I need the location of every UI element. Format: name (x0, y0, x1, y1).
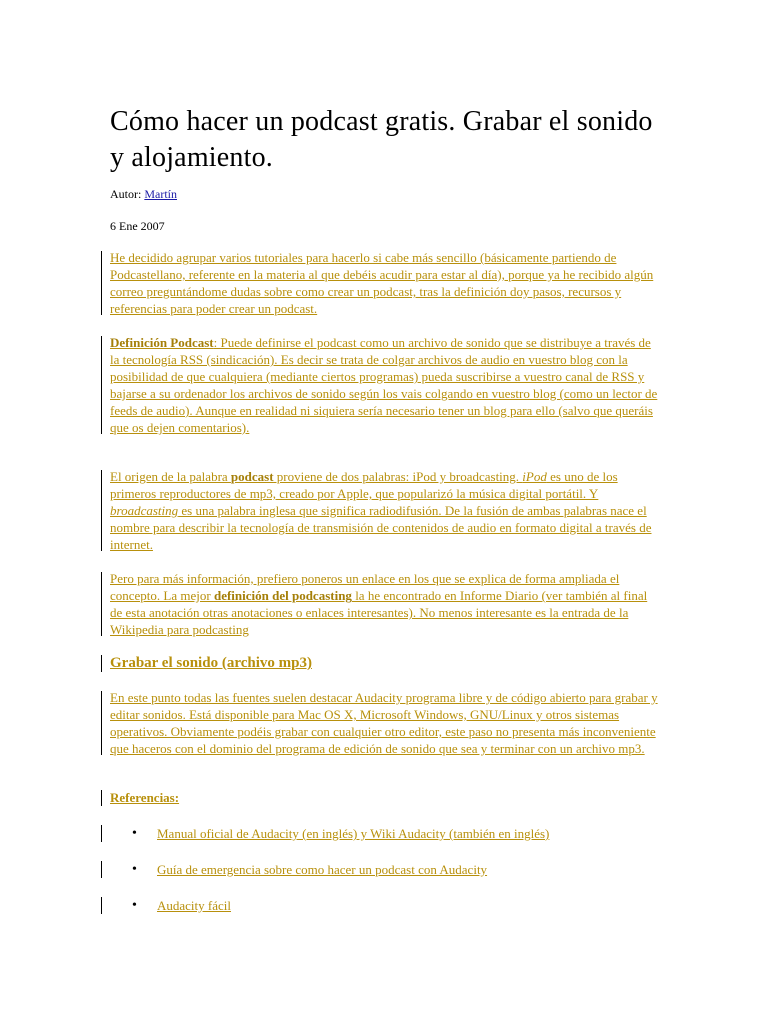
origin-term-ipod: iPod (522, 469, 547, 484)
more-text-1: Pero para más información, prefiero poneros un enlace en los que se explica de forma ampliada el concepto. La mejor (110, 571, 620, 603)
article-title: Cómo hacer un podcast gratis. Grabar el sonido y alojamiento. (110, 106, 653, 173)
reference-link-audacity-manual[interactable]: Manual oficial de Audacity (en inglés) y Wiki Audacity (también en inglés) (157, 826, 550, 841)
origin-paragraph[interactable] (110, 468, 660, 553)
heading-bar (101, 790, 102, 806)
quote-bar (101, 897, 102, 914)
quote-bar (101, 336, 102, 434)
origin-text-3: es uno de los primeros reproductores de mp3, creado por Apple, que popularizó la música digital portátil. Y (110, 469, 618, 501)
definition-paragraph[interactable] (110, 334, 660, 436)
record-paragraph[interactable] (110, 689, 660, 757)
record-text: En este punto todas las fuentes suelen destacar Audacity programa libre y de código abierto para grabar y editar sonidos. Está disponible para Mac OS X, Microsoft Windows, GNU/Linux y otros sistemas operativos. Obviamente podéis grabar con cualquier otro editor, este paso no presenta más inconveniente que haceros con el dominio del programa de edición de sonido que sea y terminar con un archivo mp3. (110, 690, 658, 756)
author-label: Autor: (110, 187, 145, 201)
bullet-icon: • (132, 862, 137, 877)
intro-text: He decidido agrupar varios tutoriales para hacerlo si cabe más sencillo (básicamente partiendo de Podcastellano, referente en la materia al que debéis acudir para estar al día), porque ya he recibido algún correo preguntándome dudas sobre como crear un podcast, tras la definición doy pasos, recursos y referencias para poder crear un podcast. (110, 250, 654, 316)
author-line (110, 187, 177, 201)
quote-bar (101, 572, 102, 636)
quote-bar (101, 691, 102, 755)
intro-paragraph[interactable] (110, 249, 660, 317)
origin-term-podcast: podcast (230, 469, 274, 484)
definition-text: : Puede definirse el podcast como un archivo de sonido que se distribuye a través de la tecnología RSS (sindicación). Es decir se trata de colgar archivos de audio en vuestro blog con la posibilidad de que cualquiera (mediante ciertos programas) pueda suscribirse a vuestro canal de RSS y bajarse a su ordenador los archivos de sonido según los vais colgando en vuestro blog (como un lector de feeds de audio). Aunque en realidad ni siquiera sería necesario tener un blog para ello (salvo que queráis que os dejen comentarios). (110, 335, 658, 435)
bullet-icon: • (132, 898, 137, 913)
quote-bar (101, 251, 102, 315)
quote-bar (101, 825, 102, 842)
more-text-2: la he encontrado en Informe Diario (ver también al final de esta anotación otras anotaciones o enlaces interesantes). No menos interesante es la entrada de la Wikipedia para podcasting (110, 588, 648, 637)
origin-text-4: es una palabra inglesa que significa radiodifusión. De la fusión de ambas palabras nace el nombre para describir la tecnología de transmisión de contenidos de audio en formato digital a través de internet. (110, 503, 652, 552)
definition-label: Definición Podcast (110, 335, 214, 350)
origin-term-broadcasting: broadcasting (110, 503, 179, 518)
origin-text-2: proviene de dos palabras: iPod y broadcasting. (273, 469, 523, 484)
reference-link-emergency-guide[interactable]: Guía de emergencia sobre como hacer un podcast con Audacity (157, 862, 488, 877)
quote-bar (101, 861, 102, 878)
bullet-icon: • (132, 826, 137, 841)
post-date: 6 Ene 2007 (110, 219, 165, 233)
origin-text-1: El origen de la palabra (110, 469, 231, 484)
reference-link-audacity-easy[interactable]: Audacity fácil (157, 898, 231, 913)
heading-record-sound[interactable]: Grabar el sonido (archivo mp3) (110, 655, 312, 671)
heading-bar (101, 655, 102, 672)
quote-bar (101, 470, 102, 551)
more-info-paragraph[interactable] (110, 570, 660, 638)
author-link[interactable]: Martín (144, 187, 178, 201)
more-term-definition: definición del podcasting (213, 588, 352, 603)
heading-references[interactable]: Referencias: (110, 790, 180, 805)
